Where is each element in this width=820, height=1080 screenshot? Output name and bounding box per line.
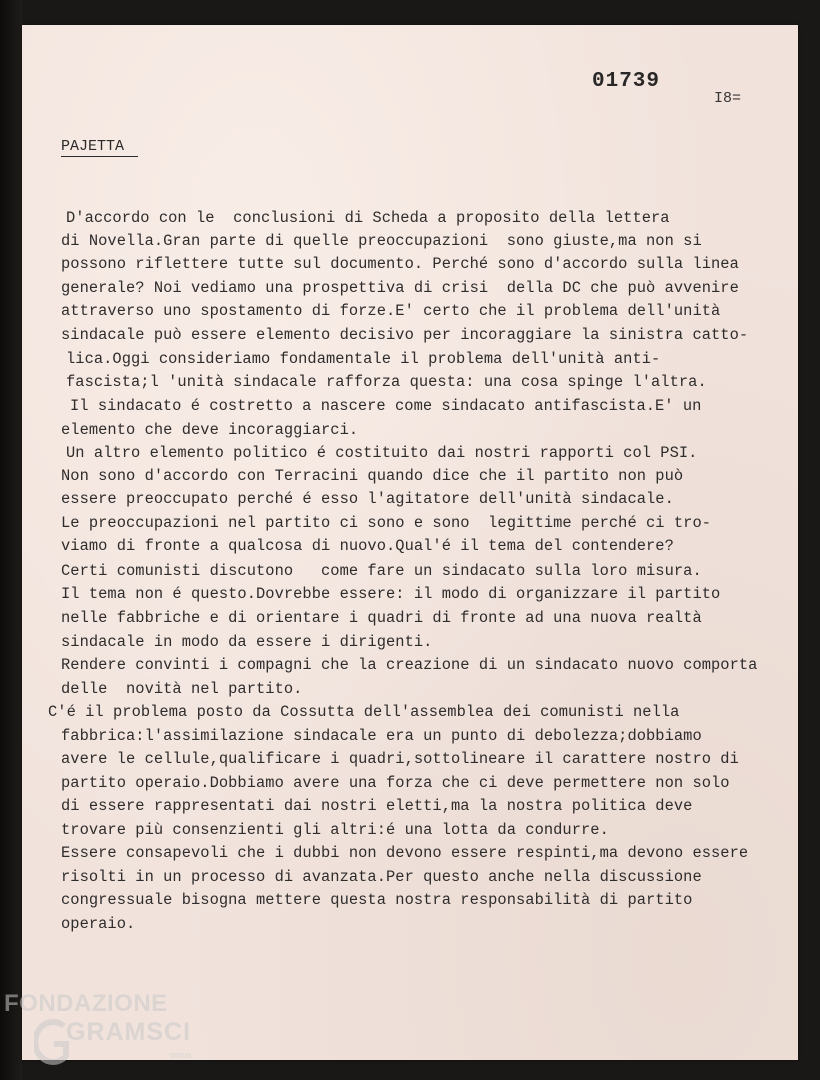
fondazione-gramsci-watermark [4,990,214,1075]
text-line: fabbrica:l'assimilazione sindacale era un punto di debolezza;dobbiamo [61,727,702,745]
text-line: delle novità nel partito. [61,680,303,698]
text-line: D'accordo con le conclusioni di Scheda a proposito della lettera [66,209,670,227]
text-line: sindacale in modo da essere i dirigenti. [61,633,433,651]
text-line: Le preoccupazioni nel partito ci sono e sono legittime perché ci tro- [61,514,712,532]
text-line: attraverso uno spostamento di forze.E' certo che il problema dell'unità [61,302,721,320]
text-line: C'é il problema posto da Cossutta dell'assemblea dei comunisti nella [48,703,680,721]
text-line: Certi comunisti discutono come fare un sindacato sulla loro misura. [61,562,702,580]
text-line: avere le cellule,qualificare i quadri,sottolineare il carattere nostro di [61,750,739,768]
watermark-line2: GRAMSCI [66,1018,192,1046]
text-line: operaio. [61,915,136,933]
page-mark: I8= [714,90,742,107]
text-line: congressuale bisogna mettere questa nostra responsabilità di partito [61,891,693,909]
watermark-line1: FONDAZIONE [4,990,168,1017]
text-line: lica.Oggi consideriamo fondamentale il problema dell'unità anti- [66,350,661,368]
text-line: Il tema non é questo.Dovrebbe essere: il modo di organizzare il partito [61,585,721,603]
text-line: partito operaio.Dobbiamo avere una forza che ci deve permettere non solo [61,774,730,792]
text-line: Rendere convinti i compagni che la creazione di un sindacato nuovo comporta [61,656,758,674]
text-line: Essere consapevoli che i dubbi non devono essere respinti,ma devono essere [61,844,749,862]
text-line: generale? Noi vediamo una prospettiva di crisi della DC che può avvenire [61,279,739,297]
document-number: 01739 [592,70,661,93]
text-line: Il sindacato é costretto a nascere come sindacato antifascista.E' un [70,397,702,415]
text-line: fascista;l 'unità sindacale rafforza questa: una cosa spinge l'altra. [66,373,707,391]
text-line: trovare più consenzienti gli altri:é una lotta da condurre. [61,821,609,839]
text-line: risolti in un processo di avanzata.Per questo anche nella discussione [61,868,702,886]
text-line: viamo di fronte a qualcosa di nuovo.Qual'é il tema del contendere? [61,537,674,555]
text-line: essere preoccupato perché é esso l'agitatore dell'unità sindacale. [61,490,674,508]
text-line: di Novella.Gran parte di quelle preoccupazioni sono giuste,ma non si [61,232,702,250]
watermark-line3: onlus [170,1050,192,1060]
text-line: elemento che deve incoraggiarci. [61,421,359,439]
text-line: sindacale può essere elemento decisivo per incoraggiare la sinistra catto- [61,326,749,344]
text-line: nelle fabbriche e di orientare i quadri di fronte ad una nuova realtà [61,609,702,627]
speaker-heading: PAJETTA [61,138,138,157]
text-line: di essere rappresentati dai nostri eletti,ma la nostra politica deve [61,797,693,815]
scan-background [0,0,22,1080]
text-line: Un altro elemento politico é costituito dai nostri rapporti col PSI. [66,444,698,462]
text-line: possono riflettere tutte sul documento. Perché sono d'accordo sulla linea [61,255,739,273]
text-line: Non sono d'accordo con Terracini quando dice che il partito non può [61,467,684,485]
